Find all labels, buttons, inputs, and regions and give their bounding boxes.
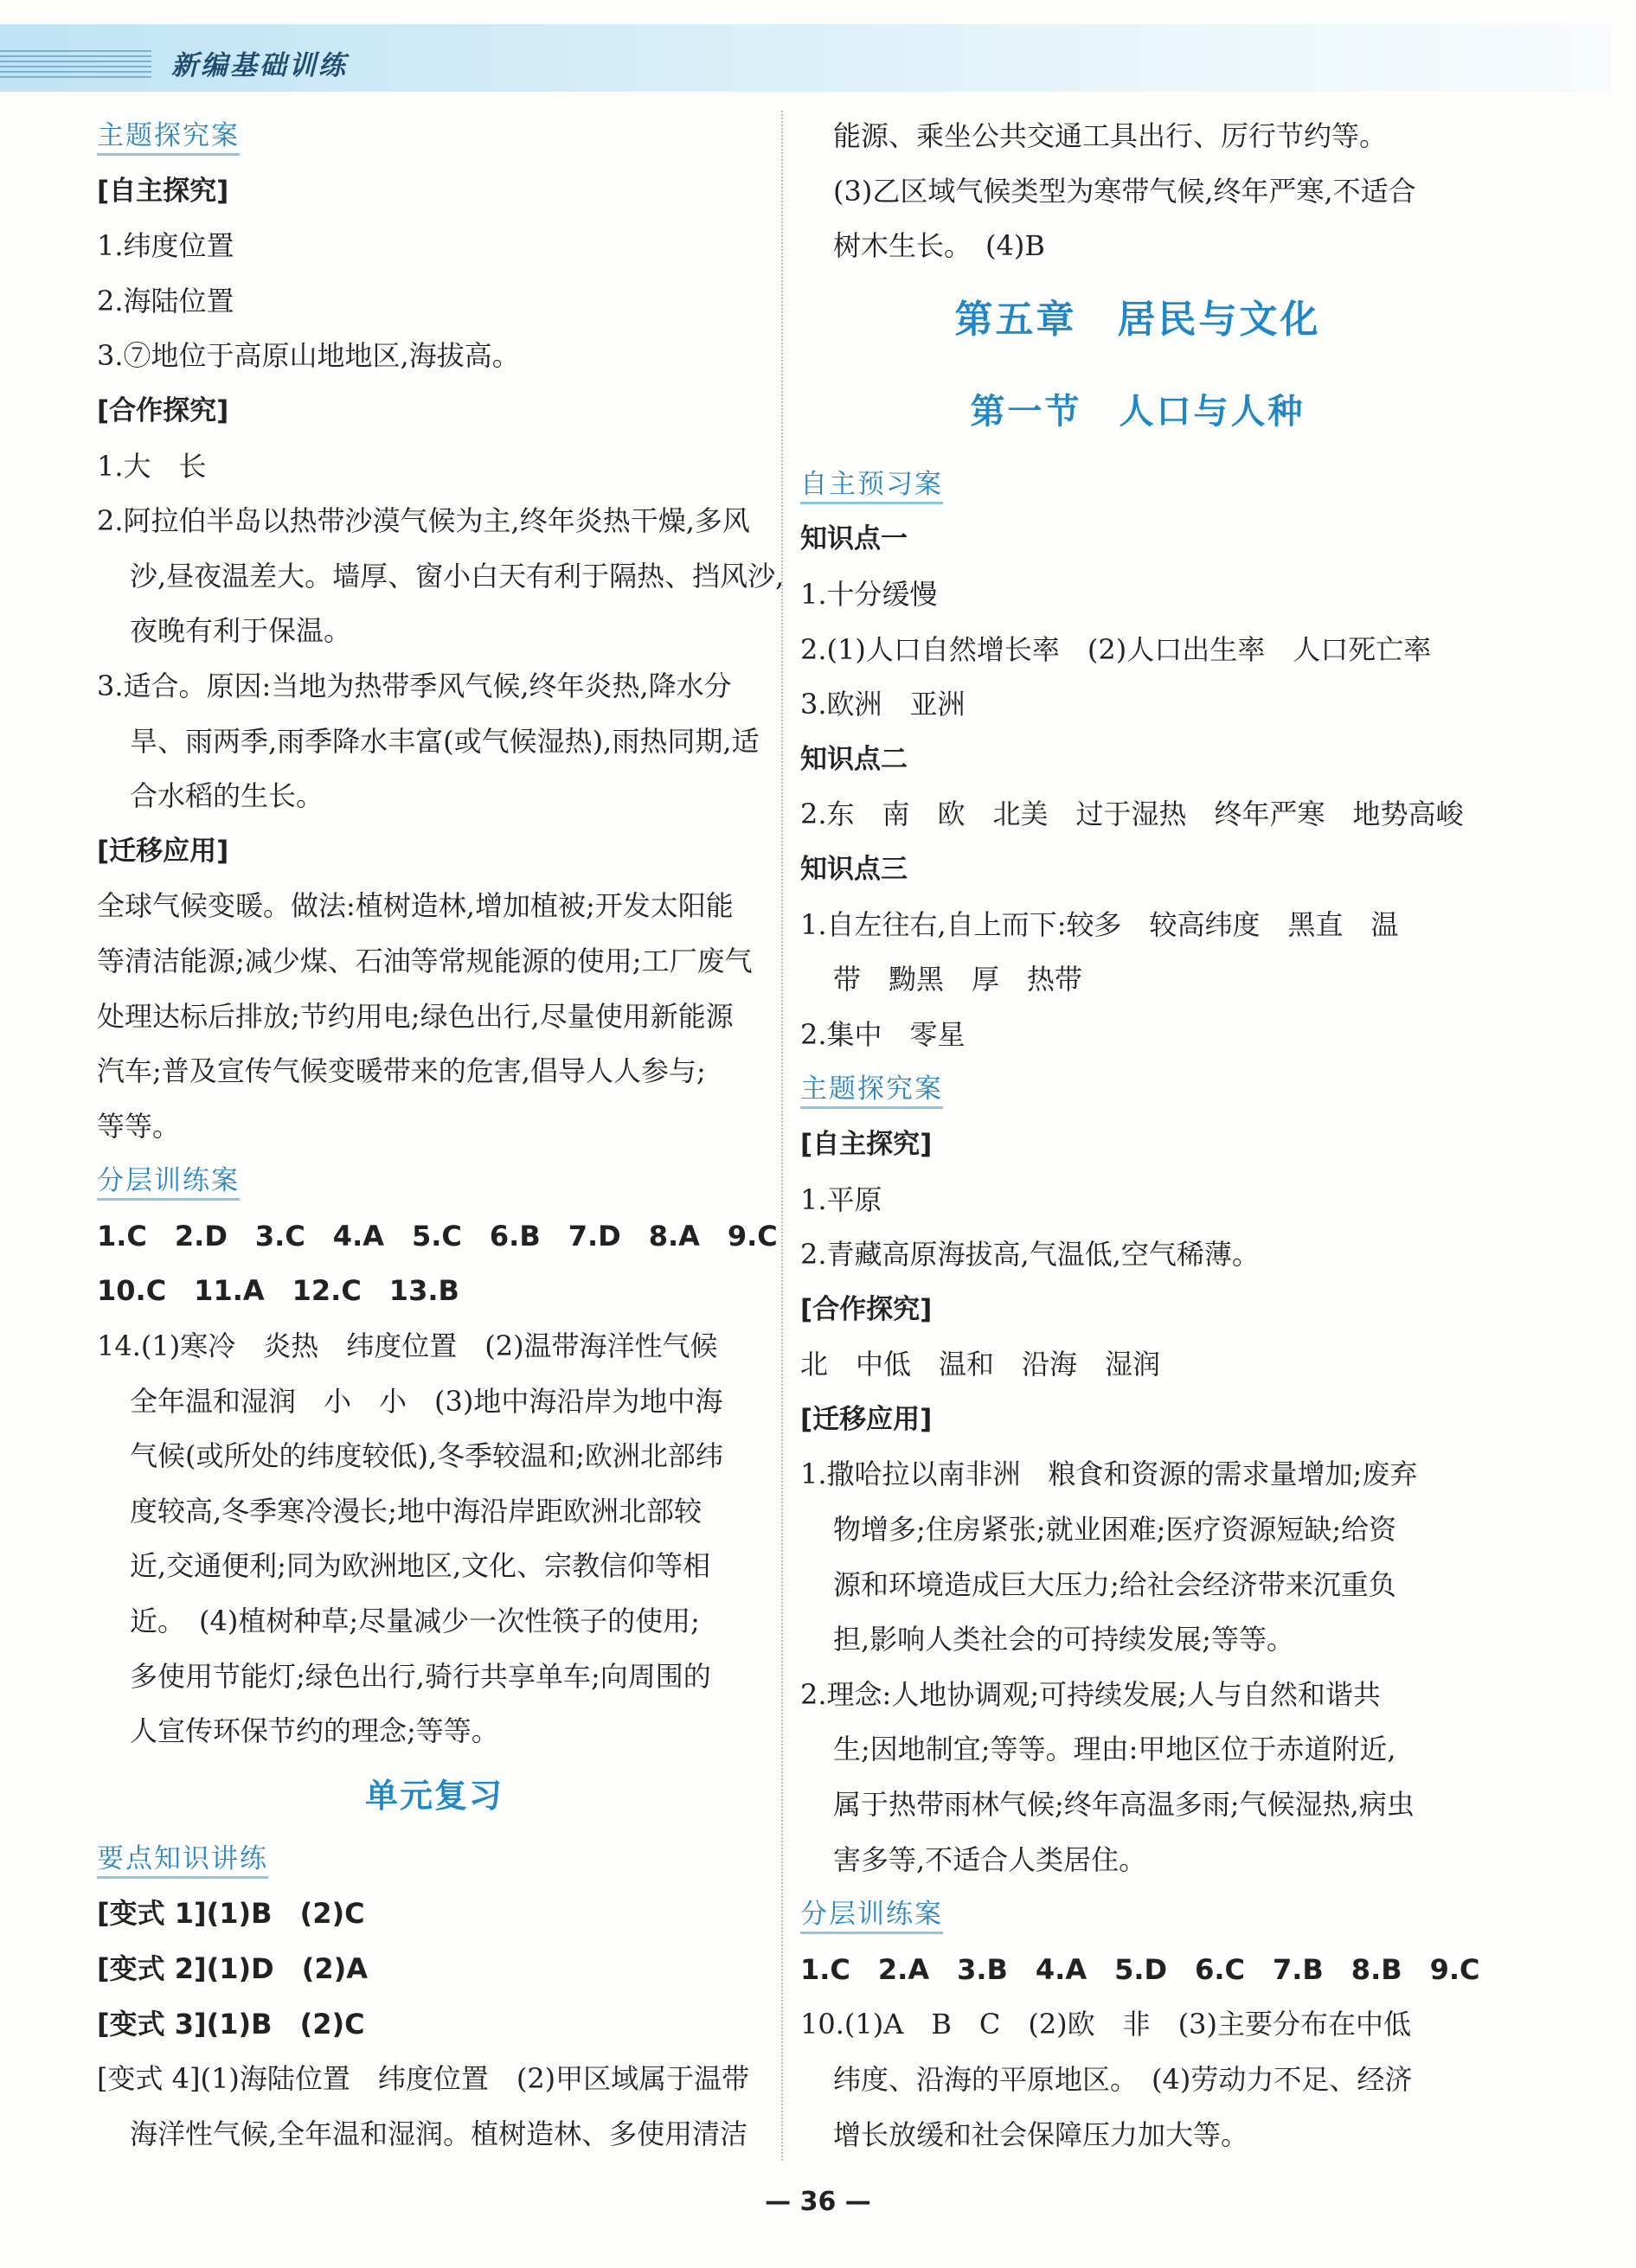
text-line: 等等。 <box>97 1109 181 1143</box>
text-line-continued: 全年温和湿润 小 小 (3)地中海沿岸为地中海 <box>130 1384 723 1418</box>
text-line: 2.集中 零星 <box>800 1017 966 1051</box>
text-line-continued: 合水稻的生长。 <box>130 779 324 813</box>
text-line-continued: 海洋性气候,全年温和湿润。植树造林、多使用清洁 <box>130 2117 748 2150</box>
subsection-label: [迁移应用] <box>800 1403 933 1435</box>
text-line-continued: 纬度、沿海的平原地区。 (4)劳动力不足、经济 <box>833 2063 1413 2096</box>
text-line-continued: 担,影响人类社会的可持续发展;等等。 <box>833 1623 1294 1656</box>
text-line: 1.纬度位置 <box>97 229 234 263</box>
text-line-continued: 夜晚有利于保温。 <box>130 614 352 648</box>
text-line: 汽车;普及宣传气候变暖带来的危害,倡导人人参与; <box>97 1054 706 1088</box>
text-line: 1.自左往右,自上而下:较多 较高纬度 黑直 温 <box>800 907 1399 941</box>
text-line-continued: 带 黝黑 厚 热带 <box>833 963 1083 996</box>
subsection-label: 知识点一 <box>800 523 908 555</box>
subsection-label: [合作探究] <box>800 1293 933 1325</box>
text-line: 等清洁能源;减少煤、石油等常规能源的使用;工厂废气 <box>97 944 753 977</box>
header-decoration <box>0 50 151 81</box>
left-column <box>97 109 785 2162</box>
text-line: 3.欧洲 亚洲 <box>800 688 966 721</box>
section-title: 第一节 人口与人种 <box>970 391 1306 432</box>
page-number: — 36 — <box>765 2187 871 2217</box>
unit-review-title: 单元复习 <box>364 1776 504 1815</box>
text-line: 2.理念:人地协调观;可持续发展;人与自然和谐共 <box>800 1677 1381 1711</box>
text-line: 全球气候变暖。做法:植树造林,增加植被;开发太阳能 <box>97 889 734 923</box>
text-line: 2.阿拉伯半岛以热带沙漠气候为主,终年炎热干燥,多风 <box>97 504 750 538</box>
text-line: 处理达标后排放;节约用电;绿色出行,尽量使用新能源 <box>97 999 734 1033</box>
answer-line: [变式 1](1)B (2)C <box>97 1897 365 1931</box>
subsection-label: [自主探究] <box>800 1128 933 1160</box>
section-heading-text: 主题探究案 <box>800 1073 943 1109</box>
text-line: 14.(1)寒冷 炎热 纬度位置 (2)温带海洋性气候 <box>97 1329 718 1363</box>
text-line-continued: 源和环境造成巨大压力;给社会经济带来沉重负 <box>833 1567 1396 1601</box>
subsection-label: [自主探究] <box>97 175 229 207</box>
text-line: 1.十分缓慢 <box>800 577 938 611</box>
text-line: 1.平原 <box>800 1182 882 1216</box>
text-line: 2.海陆位置 <box>97 284 234 317</box>
section-heading <box>800 458 1475 513</box>
section-heading <box>800 1062 1475 1118</box>
text-line-continued: 生;因地制宜;等等。理由:甲地区位于赤道附近, <box>833 1733 1396 1766</box>
text-line-continued: 人宣传环保节约的理念;等等。 <box>130 1714 499 1748</box>
text-line-continued: 树木生长。 (4)B <box>833 229 1045 263</box>
text-line-continued: 增长放缓和社会保障压力加大等。 <box>833 2117 1249 2151</box>
chapter-title: 第五章 居民与文化 <box>954 297 1321 342</box>
text-line-continued: 气候(或所处的纬度较低),冬季较温和;欧洲北部纬 <box>130 1439 723 1473</box>
text-line: 2.东 南 欧 北美 过于湿热 终年严寒 地势高峻 <box>800 798 1464 831</box>
column-divider <box>781 111 783 2161</box>
text-line: 10.(1)A B C (2)欧 非 (3)主要分布在中低 <box>800 2008 1411 2041</box>
answer-line: [变式 2](1)D (2)A <box>97 1952 369 1985</box>
text-line-continued: 物增多;住房紧张;就业困难;医疗资源短缺;给资 <box>833 1513 1397 1547</box>
section-heading-text: 自主预习案 <box>800 469 943 504</box>
text-line-continued: 度较高,冬季寒冷漫长;地中海沿岸距欧洲北部较 <box>130 1494 702 1528</box>
section-heading-text: 主题探究案 <box>97 120 240 156</box>
text-line-continued: 能源、乘坐公共交通工具出行、厉行节约等。 <box>833 119 1388 152</box>
subsection-label: 知识点三 <box>800 853 908 885</box>
text-line-continued: 沙,昼夜温差大。墙厚、窗小白天有利于隔热、挡风沙, <box>130 559 785 593</box>
text-line-continued: 近,交通便利;同为欧洲地区,文化、宗教信仰等相 <box>130 1549 711 1583</box>
subsection-label: 知识点二 <box>800 743 908 775</box>
text-line: [变式 4](1)海陆位置 纬度位置 (2)甲区域属于温带 <box>97 2062 750 2096</box>
section-heading <box>97 1832 772 1887</box>
section-heading-text: 分层训练案 <box>97 1165 240 1201</box>
text-line: 2.青藏高原海拔高,气温低,空气稀薄。 <box>800 1238 1260 1272</box>
text-line: 北 中低 温和 沿海 湿润 <box>800 1348 1161 1381</box>
text-line-continued: (3)乙区域气候类型为寒带气候,终年严寒,不适合 <box>833 174 1416 208</box>
subsection-label: [迁移应用] <box>97 835 229 867</box>
right-column <box>800 109 1480 2162</box>
text-line-continued: 近。 (4)植树种草;尽量减少一次性筷子的使用; <box>130 1605 700 1638</box>
text-line-continued: 旱、雨两季,雨季降水丰富(或气候湿热),雨热同期,适 <box>130 724 760 758</box>
text-line: 1.撒哈拉以南非洲 粮食和资源的需求量增加;废弃 <box>800 1458 1418 1491</box>
section-heading-text: 要点知识讲练 <box>97 1843 268 1879</box>
header-title: 新编基础训练 <box>171 50 348 81</box>
subsection-label: [合作探究] <box>97 394 229 426</box>
text-line: 2.(1)人口自然增长率 (2)人口出生率 人口死亡率 <box>800 632 1432 666</box>
text-line: 3.⑦地位于高原山地地区,海拔高。 <box>97 339 520 373</box>
text-line-continued: 多使用节能灯;绿色出行,骑行共享单车;向周围的 <box>130 1659 711 1693</box>
answer-line: [变式 3](1)B (2)C <box>97 2007 365 2041</box>
answer-line: 10.C 11.A 12.C 13.B <box>97 1274 459 1308</box>
text-line-continued: 害多等,不适合人类居住。 <box>833 1842 1147 1876</box>
text-line: 3.适合。原因:当地为热带季风气候,终年炎热,降水分 <box>97 669 732 702</box>
text-line-continued: 属于热带雨林气候;终年高温多雨;气候湿热,病虫 <box>833 1788 1415 1822</box>
text-line: 1.大 长 <box>97 449 207 483</box>
section-heading <box>97 109 772 164</box>
section-heading <box>800 1887 1475 1943</box>
answer-line: 1.C 2.A 3.B 4.A 5.D 6.C 7.B 8.B 9.C <box>800 1952 1480 1986</box>
section-heading-text: 分层训练案 <box>800 1899 943 1934</box>
section-heading <box>97 1154 772 1209</box>
answer-line: 1.C 2.D 3.C 4.A 5.C 6.B 7.D 8.A 9.C <box>97 1219 778 1253</box>
